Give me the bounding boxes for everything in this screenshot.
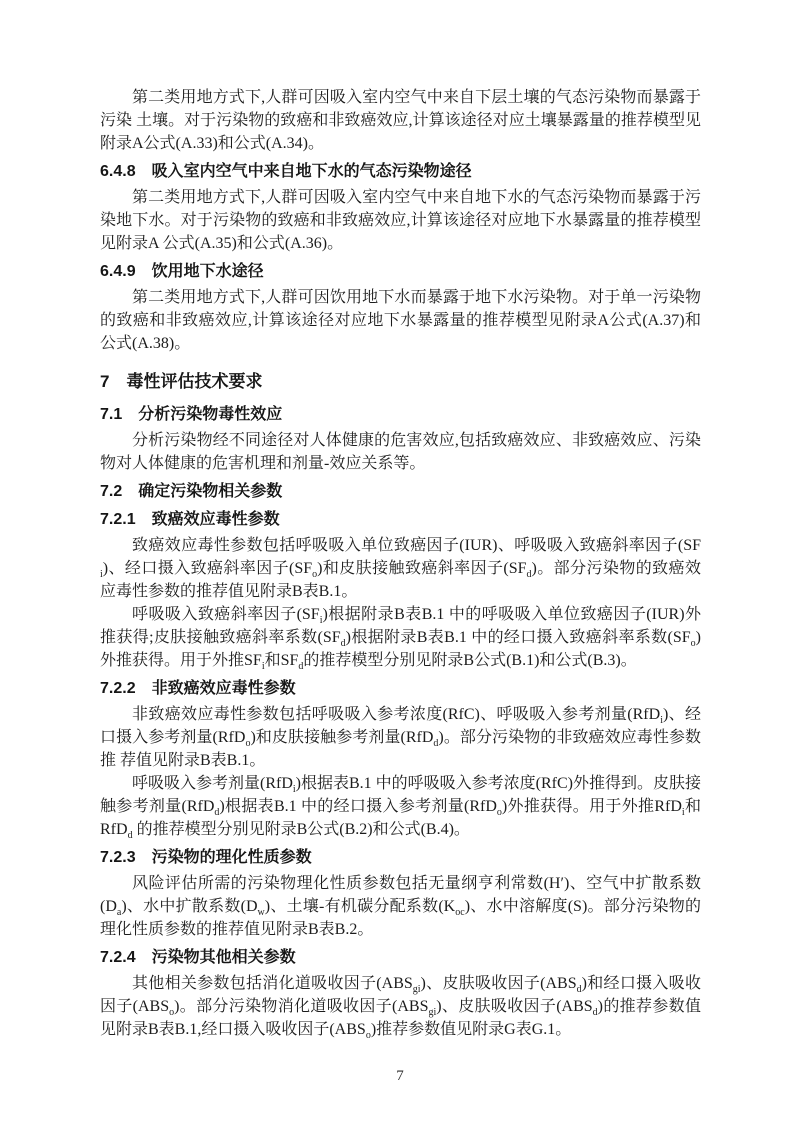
heading-7-2: 7.2 确定污染物相关参数 [100, 483, 283, 500]
para-rfd-extrapolation: 呼吸吸入参考剂量(RfD$_i$)根据表B.1 中的呼吸吸入参考浓度(RfC)外推得到。皮肤接触参考剂量(RfD$_d$)根据表B.1 中的经口摄入参考剂量(RfD$_o$)外推获得。用于外推RfD$_i$和RfD$_d$ 的推荐模型分别见附录B公式(B.2)和公式(B.4)。 [100, 775, 702, 842]
heading-6-4-8: 6.4.8 吸入室内空气中来自地下水的气态污染物途径 [100, 163, 472, 180]
chapter-7-heading: 7 毒性评估技术要求 [100, 372, 263, 391]
page-content [100, 86, 701, 1041]
heading-7-2-4: 7.2.4 污染物其他相关参数 [100, 949, 296, 966]
para-groundwater-indoor-vapor-pathway: 第二类用地方式下,人群可因吸入室内空气中来自地下水的气态污染物而暴露于污染地下水。对于污染物的致癌和非致癌效应,计算该途径对应地下水暴露量的推荐模型见附录A 公式(A.35)和公式(A.36)。 [100, 189, 701, 252]
page-number: 7 [396, 1068, 404, 1084]
para-carcinogenic-toxicity-params: 致癌效应毒性参数包括呼吸吸入单位致癌因子(IUR)、呼吸吸入致癌斜率因子$(SF_i)$、经口摄入致癌斜率因子$(SF_o)$和皮肤接触致癌斜率因子$(SF_d)$。部分污染物的致癌效应毒性参数的推荐值见附录B表B.1。 [100, 537, 701, 600]
heading-7-1: 7.1 分析污染物毒性效应 [100, 406, 283, 423]
para-physicochemical-params: 风险评估所需的污染物理化性质参数包括无量纲亨利常数(H′)、空气中扩散系数$(D_a)$、水中扩散系数$(D_w)$、土壤-有机碳分配系数$(K_{oc})$、水中溶解度(S)。部分污染物的理化性质参数的推荐值见附录B表B.2。 [100, 875, 701, 938]
para-other-related-params: 其他相关参数包括消化道吸收因子$(ABS_{gi})$、皮肤吸收因子$(ABS_d)$和经口摄入吸收因子$(ABS_o)$。部分污染物消化道吸收因子$(ABS_{gi})$、皮肤吸收因子$(ABS_d)$的推荐参数值见附录B表B.1,经口摄入吸收因子$(ABS_o)$推荐参数值见附录G表G.1。 [100, 975, 701, 1042]
heading-6-4-9: 6.4.9 饮用地下水途径 [100, 263, 264, 280]
para-toxicity-effect-analysis: 分析污染物经不同途径对人体健康的危害效应,包括致癌效应、非致癌效应、污染物对人体健康的危害机理和剂量-效应关系等。 [100, 432, 701, 472]
para-sf-extrapolation: 呼吸吸入致癌斜率因子$(SF_i)$根据附录B表B.1 中的呼吸吸入单位致癌因子(IUR)外推获得;皮肤接触致癌斜率系数$(SF_d)$根据附录B表B.1 中的经口摄入致癌斜率系数$(SF_o)$外推获得。用于外推$SF_i$和$SF_d$的推荐模型分别见附录B公式(B.1)和公式(B.3)。 [100, 606, 701, 673]
heading-7-2-3: 7.2.3 污染物的理化性质参数 [100, 849, 312, 866]
para-drinking-groundwater-pathway: 第二类用地方式下,人群可因饮用地下水而暴露于地下水污染物。对于单一污染物的致癌和非致癌效应,计算该途径对应地下水暴露量的推荐模型见附录A公式(A.37)和公式(A.38)。 [100, 289, 701, 352]
para-noncarcinogenic-toxicity-params: 非致癌效应毒性参数包括呼吸吸入参考浓度(RfC)、呼吸吸入参考剂量(RfD$_i$)、经口摄入参考剂量(RfD$_o$)和皮肤接触参考剂量(RfD$_d$)。部分污染物的非致癌效应毒性参数推 荐值见附录B表B.1。 [100, 706, 701, 769]
heading-7-2-2: 7.2.2 非致癌效应毒性参数 [100, 680, 296, 697]
heading-7-2-1: 7.2.1 致癌效应毒性参数 [100, 511, 280, 528]
page-footer [0, 1068, 800, 1085]
para-soil-indoor-vapor-pathway: 第二类用地方式下,人群可因吸入室内空气中来自下层土壤的气态污染物而暴露于污染 土壤。对于污染物的致癌和非致癌效应,计算该途径对应土壤暴露量的推荐模型见附录A公式(A.33)和公式(A.34)。 [100, 89, 701, 152]
